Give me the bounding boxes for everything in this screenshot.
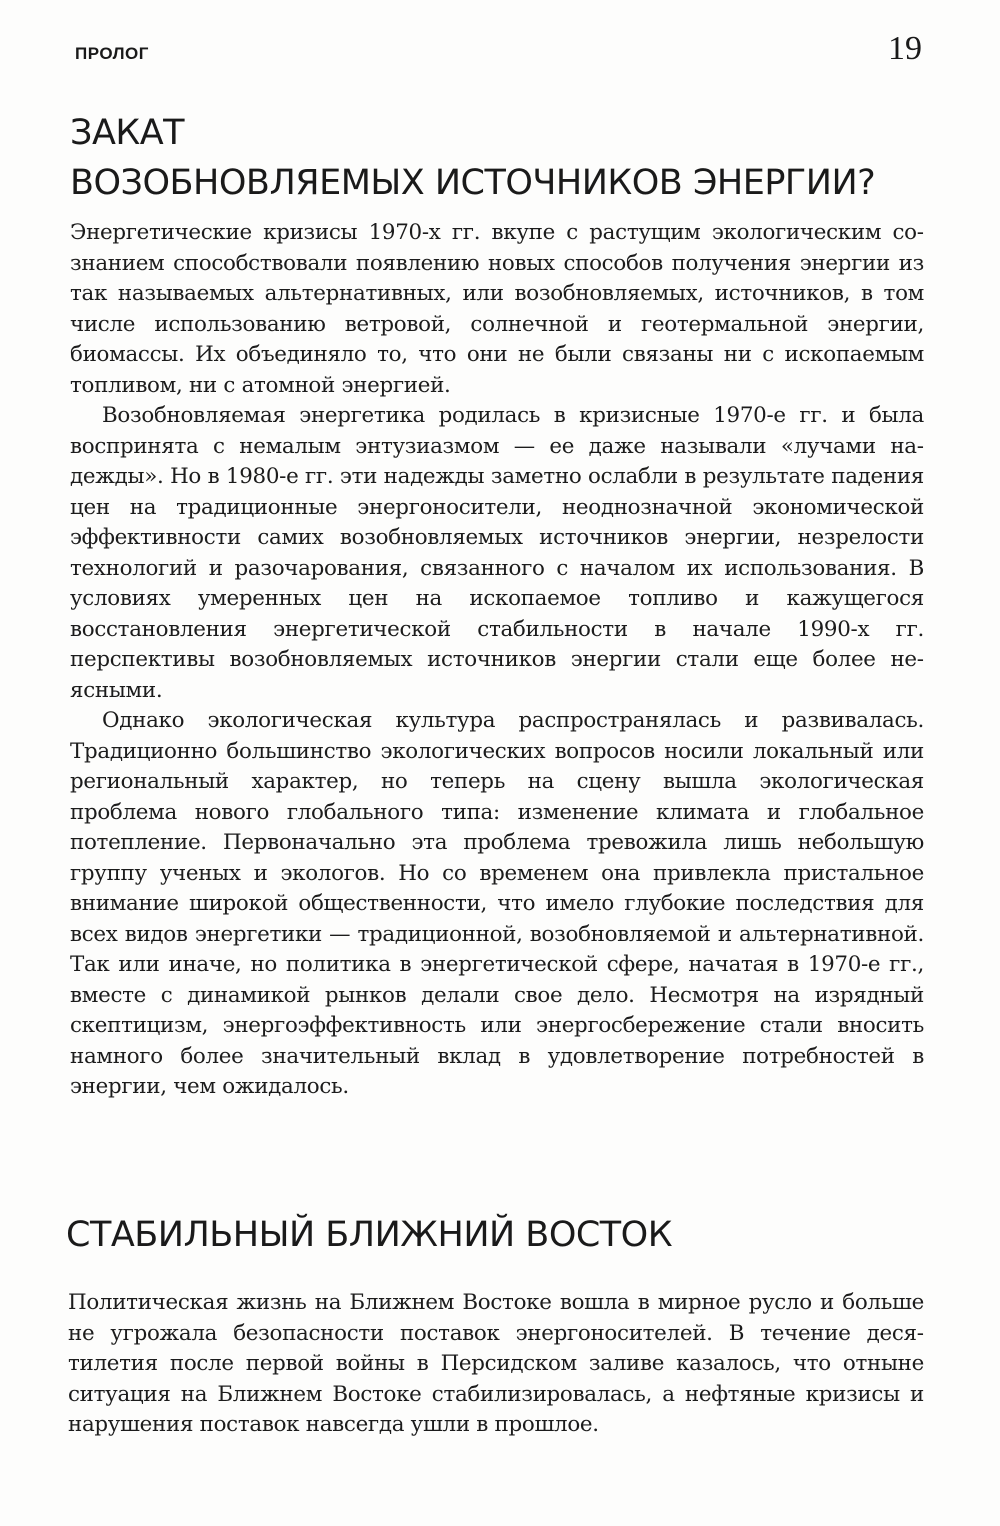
running-head: ПРОЛОГ	[75, 44, 149, 63]
page-number: 19	[888, 30, 922, 67]
section-body-middle-east	[68, 1288, 924, 1441]
paragraph: Возобновляемая энергетика родилась в кризисные 1970-е гг. и была воспринята с немалым энтузиазмом — ее даже называли «лучами надежды». Но в 1980-е гг. эти надежды заметно ослабли в результате падения цен на традиционные энергоносители, неоднозначной экономической эффективности самих возобновляемых источников энергии, незрелости технологий и разочарования, связанного с началом их использования. В условиях умеренных цен на ископаемое топливо и кажущегося восстановления энергетической стабильности в начале 1990-х гг. перспективы возобновляемых источников энергии стали еще более неясными.	[70, 403, 924, 703]
paragraph: Энергетические кризисы 1970-х гг. вкупе с растущим экологическим сознанием способствовали появлению новых способов получения энергии из так называемых альтернативных, или возобновляемых, источников, в том числе использованию ветровой, солнечной и геотермальной энергии, биомассы. Их объединяло то, что они не были связаны ни с ископаемым топливом, ни с атомной энергией.	[70, 220, 924, 398]
section-title-line-1: ЗАКАТ	[70, 113, 185, 153]
section-title-middle-east: СТАБИЛЬНЫЙ БЛИЖНИЙ ВОСТОК	[66, 1215, 673, 1255]
section-body-renewables	[70, 218, 924, 1103]
paragraph: Политическая жизнь на Ближнем Востоке вошла в мирное русло и больше не угрожала безопасности поставок энергоносителей. В течение десятилетия после первой войны в Персидском заливе казалось, что отныне ситуация на Ближнем Востоке стабилизировалась, а нефтяные кризисы и нарушения поставок навсегда ушли в прошлое.	[68, 1290, 924, 1437]
paragraph: Однако экологическая культура распространялась и развивалась. Традиционно большинство экологических вопросов носили локальный или региональный характер, но теперь на сцену вышла экологическая проблема нового глобального типа: изменение климата и глобальное потепление. Первоначально эта проблема тревожила лишь небольшую группу ученых и экологов. Но со временем она привлекла пристальное внимание широкой общественности, что имело глубокие последствия для всех видов энергетики — традиционной, возобновляемой и альтернативной. Так или иначе, но политика в энергетической сфере, начатая в 1970-е гг., вместе с динамикой рынков делали свое дело. Несмотря на изрядный скептицизм, энергоэффективность или энергосбережение стали вносить намного более значительный вклад в удовлетворение потребностей в энергии, чем ожидалось.	[70, 708, 924, 1099]
section-title-renewables	[70, 108, 875, 208]
section-title-line-2: ВОЗОБНОВЛЯЕМЫХ ИСТОЧНИКОВ ЭНЕРГИИ?	[70, 163, 876, 203]
